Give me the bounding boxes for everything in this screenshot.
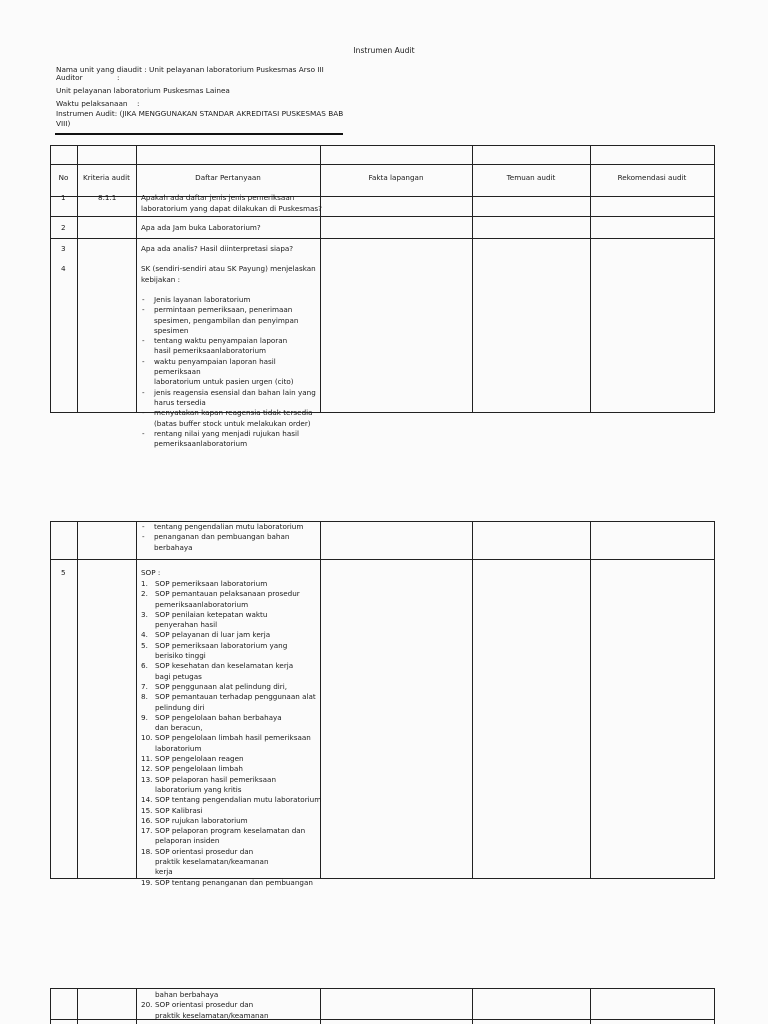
header-divider	[55, 133, 343, 135]
sop-item: pelaporan insiden	[155, 836, 220, 846]
header-kriteria: Kriteria audit	[83, 173, 130, 182]
sop-cont-items	[141, 990, 323, 1021]
header-rekomendasi: Rekomendasi audit	[617, 173, 687, 182]
sop-cont-item: bahan berbahaya	[155, 990, 219, 999]
header-temuan: Temuan audit	[506, 173, 556, 182]
sop-item: 11. SOP pengelolaan reagen	[141, 754, 244, 764]
sop-list-continued	[141, 990, 323, 1021]
nama-unit-label: Nama unit yang diaudit	[56, 65, 142, 74]
sop-item: pemeriksaanlaboratorium	[155, 599, 249, 609]
waktu-colon: :	[137, 99, 140, 108]
sop-item: 5. SOP pemeriksaan laboratorium yang	[141, 640, 288, 650]
instrumen-line-2: VIII)	[56, 119, 71, 128]
row3-question: Apa ada analis? Hasil diinterpretasi siapa?	[141, 244, 294, 253]
row1-question-line1: Apakah ada daftar jenis jenis pemeriksaan	[141, 193, 295, 202]
sop-item: 10. SOP pengelolaan limbah hasil pemeriksaan	[141, 733, 311, 743]
row4-policy-item: - tentang waktu penyampaian laporan	[140, 336, 320, 346]
sop-item: laboratorium yang kritis	[155, 784, 242, 794]
sop-item: 19. SOP tentang penanganan dan pembuangan	[141, 877, 313, 887]
row4-question-line2: kebijakan :	[141, 275, 180, 284]
row4-policy-item: hasil pemeriksaanlaboratorium	[154, 346, 267, 356]
row4-policy-item: - menyatakan kapan reagensia tidak tersedia	[140, 408, 320, 418]
sop-item: 9. SOP pengelolaan bahan berbahaya	[141, 712, 282, 722]
sop-items	[141, 579, 323, 888]
sop-item: 15. SOP Kalibrasi	[141, 805, 203, 815]
continued-policy-item: - penanganan dan pembuangan bahan	[140, 532, 320, 542]
sop-item: dan beracun,	[155, 723, 203, 733]
row1-question-line2: laboratorium yang dapat dilakukan di Puskesmas?	[141, 204, 322, 213]
sop-item: 12. SOP pengelolaan limbah	[141, 764, 243, 774]
row5-no: 5	[61, 568, 66, 577]
sop-list	[141, 579, 323, 888]
instrumen-line-1: Instrumen Audit: (JIKA MENGGUNAKAN STANDAR AKREDITASI PUSKESMAS BAB	[56, 109, 344, 118]
sop-item: 1. SOP pemeriksaan laboratorium	[141, 579, 268, 588]
sop-item: 8. SOP pemantauan terhadap penggunaan alat	[141, 692, 316, 702]
row2-question: Apa ada Jam buka Laboratorium?	[141, 223, 261, 232]
sop-item: praktik keselamatan/keamanan	[155, 857, 269, 867]
sop-item: 17. SOP pelaporan program keselamatan dan	[141, 826, 306, 836]
sop-item: 6. SOP kesehatan dan keselamatan kerja	[141, 661, 294, 671]
sop-cont-item: praktik keselamatan/keamanan	[155, 1010, 269, 1020]
sop-item: 7. SOP penggunaan alat pelindung diri,	[141, 681, 288, 691]
row3-no: 3	[61, 244, 66, 253]
header-fakta: Fakta lapangan	[368, 173, 424, 182]
continued-policy-list	[140, 522, 320, 553]
sop-item: 3. SOP penilaian ketepatan waktu	[141, 609, 268, 619]
sop-item: laboratorium	[155, 743, 202, 753]
sop-item: 16. SOP rujukan laboratorium	[141, 815, 248, 825]
nama-unit-row	[56, 65, 324, 75]
sop-item: penyerahan hasil	[155, 620, 218, 630]
row4-policy-item: - permintaan pemeriksaan, penerimaan	[140, 305, 320, 315]
continued-policy-list	[140, 522, 320, 553]
sop-item: 4. SOP pelayanan di luar jam kerja	[141, 630, 271, 640]
sop-cont-item: 20. SOP orientasi prosedur dan	[141, 1000, 254, 1010]
sop-item: kerja	[155, 867, 173, 877]
header-no: No	[58, 173, 69, 182]
continued-policy-item: - tentang pengendalian mutu laboratorium	[140, 522, 320, 532]
row4-policy-list	[140, 295, 320, 449]
row2-no: 2	[61, 223, 66, 232]
row4-policy-item: - rentang nilai yang menjadi rujukan hasil	[140, 429, 320, 439]
unit-line: Unit pelayanan laboratorium Puskesmas Lainea	[56, 86, 230, 95]
sop-title: SOP :	[141, 568, 161, 577]
row4-policy-item: spesimen, pengambilan dan penyimpan	[154, 315, 299, 325]
row4-question-line1: SK (sendiri-sendiri atau SK Payung) menjelaskan	[141, 264, 316, 273]
waktu-label: Waktu pelaksanaan	[56, 99, 128, 108]
row4-policy-item: harus tersedia	[154, 397, 206, 407]
auditor-row	[56, 73, 83, 83]
continued-policy-item: berbahaya	[154, 542, 193, 552]
sop-item: 2. SOP pemantauan pelaksanaan prosedur	[141, 589, 300, 599]
row4-no: 4	[61, 264, 66, 273]
sop-item: berisiko tinggi	[155, 651, 206, 661]
auditor-colon: :	[117, 73, 120, 82]
row1-no: 1	[61, 193, 66, 202]
sop-item: bagi petugas	[155, 671, 202, 681]
row4-policy-list	[140, 295, 320, 449]
row4-policy-item: laboratorium untuk pasien urgen (cito)	[154, 377, 294, 387]
row1-kriteria: 8.1.1	[98, 193, 117, 202]
row4-policy-item: - Jenis layanan laboratorium	[140, 295, 320, 305]
document-title: Instrumen Audit	[353, 46, 415, 55]
row4-policy-item: - jenis reagensia esensial dan bahan lain yang	[140, 388, 320, 398]
row4-policy-item: (batas buffer stock untuk melakukan order)	[154, 418, 311, 428]
sop-item: pelindung diri	[155, 702, 205, 712]
row4-policy-item: pemeriksaanlaboratorium	[154, 439, 248, 449]
sop-item: 13. SOP pelaporan hasil pemeriksaan	[141, 774, 276, 784]
nama-unit-value: : Unit pelayanan laboratorium Puskesmas Arso III	[144, 65, 324, 74]
sop-item: 14. SOP tentang pengendalian mutu laboratorium	[141, 795, 322, 805]
sop-item: 18. SOP orientasi prosedur dan	[141, 846, 254, 856]
header-daftar: Daftar Pertanyaan	[195, 173, 261, 182]
auditor-label: Auditor	[56, 73, 83, 82]
row4-policy-item: - waktu penyampaian laporan hasil pemeriksaan	[140, 357, 320, 378]
row4-policy-item: spesimen	[154, 325, 189, 335]
